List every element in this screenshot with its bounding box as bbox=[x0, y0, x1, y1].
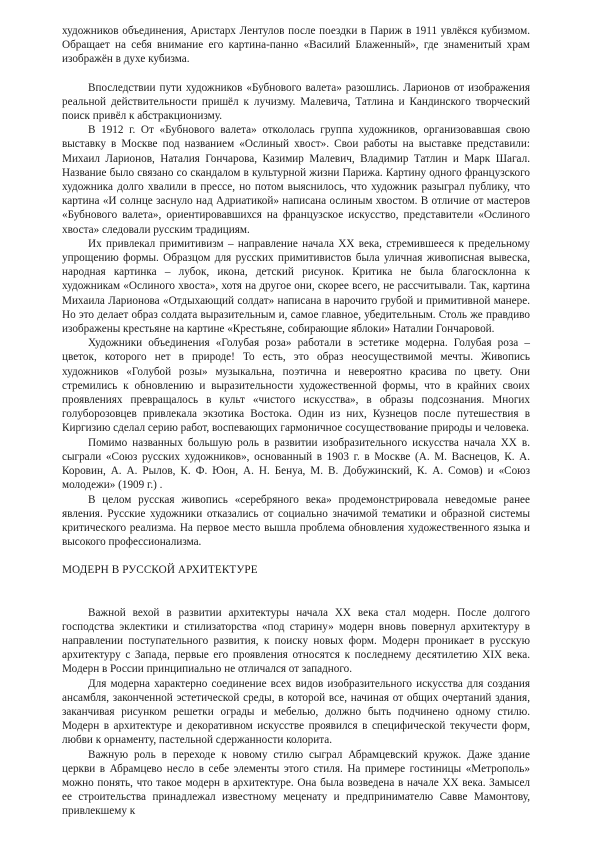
paragraph-abramtsevo: Важную роль в переходе к новому стилю сыграл Абрамцевский кружок. Даже здание церкви в Абрамцево несло в себе элементы этого стиля. На примере гостиницы «Метрополь» можно понять, что такое модерн в архитектуре. Она была возведена в начале XX века. Замысел ее строительства принадлежал известному меценату и предпринимателю Савве Мамонтову, привлекшему к bbox=[62, 748, 530, 818]
paragraph-oslinyi-khvost: В 1912 г. От «Бубнового валета» откололась группа художников, организовавшая свою выставку в Москве под названием «Ослиный хвост». Свои работы на выставке представили: Михаил Ларионов, Наталия Гончарова, Казимир Малевич, Владимир Татлин и Марк Шагал. Название было связано со скандалом в культурной жизни Парижа. Картину одного французского художника долго хвалили в прессе, но потом выяснилось, что художник разыграл публику, что картина «И солнце заснуло над Адриатикой» написана ослиным хвостом. В отличие от мастеров «Бубнового валета», ориентировавшихся на французское искусство, представители «Ослиного хвоста» следовали русским традициям. bbox=[62, 124, 530, 236]
heading-spacer-top bbox=[62, 549, 530, 563]
paragraph-serebryany-vek: В целом русская живопись «серебряного века» продемонстрировала неведомые ранее явления. Русские художники отказались от социально значимой тематики и образной системы критического реализма. На первое место вышла проблема обновления художественного языка и высокого профессионализма. bbox=[62, 493, 530, 549]
paragraph-bubnovy-valet-split: Впоследствии пути художников «Бубнового валета» разошлись. Ларионов от изображения реальной действительности пришёл к лучизму. Малевича, Татлина и Кандинского творческий поиск привёл к абстракционизму. bbox=[62, 81, 530, 123]
paragraph-modern-intro: Важной вехой в развитии архитектуры начала XX века стал модерн. После долгого господства эклектики и стилизаторства «под старину» модерн вновь повернул архитектуру в направлении поступательного развития, к поиску новых форм. Модерн проникает в русскую архитектуру с Запада, первые его проявления относятся к последнему десятилетию XIX века. Модерн в России принципиально не отличался от западного. bbox=[62, 606, 530, 676]
paragraph-golubaya-roza: Художники объединения «Голубая роза» работали в эстетике модерна. Голубая роза – цветок, которого нет в природе! То есть, это образ неосуществимой мечты. Живопись художников «Голубой розы» музыкальна, поэтична и невероятно красива по цвету. Они стремились к обновлению и выразительности художественной формы, что в крайних своих проявлениях превращалось в культ «чистого искусства», в образы подсознания. Многих голуборозовцев привлекала экзотика Востока. Один из них, Кузнецов после путешествия в Киргизию сделал серию работ, воспевающих гармоничное сосуществование природы и человека. bbox=[62, 337, 530, 435]
document-body bbox=[62, 24, 530, 819]
paragraph-soyuz-khudozhnikov: Помимо названных большую роль в развитии изобразительного искусства начала XX в. сыграли «Союз русских художников», основанный в 1903 г. в Москве (А. М. Васнецов, К. А. Коровин, А. А. Рылов, К. Ф. Юон, А. Н. Бенуа, М. В. Добужинский, К. А. Сомов) и «Союз молодежи» (1909 г.) . bbox=[62, 436, 530, 492]
paragraph-primitivism: Их привлекал примитивизм – направление начала XX века, стремившееся к предельному упрощению формы. Образцом для русских примитивистов была уличная живописная вывеска, народная картинка – лубок, икона, детский рисунок. Критика не была благосклонна к художникам «Ослиного хвоста», хотя на другое они, скорее всего, не рассчитывали. Так, картина Михаила Ларионова «Отдыхающий солдат» написана в нарочито грубой и примитивной манере. Но это делает образ солдата выразительным и, самое главное, убедительным. Столь же правдиво изображены крестьяне на картине «Крестьяне, собирающие яблоки» Наталии Гончаровой. bbox=[62, 237, 530, 336]
heading-spacer-bottom bbox=[62, 578, 530, 606]
paragraph-lentulov: художников объединения, Аристарх Лентулов после поездки в Париж в 1911 увлёкся кубизмом. Обращает на себя внимание его картина-панно «Василий Блаженный», где знаменитый храм изображён в духе кубизма. bbox=[62, 25, 530, 66]
paragraph-modern-ensemble: Для модерна характерно соединение всех видов изобразительного искусства для создания ансамбля, законченной эстетической среды, в которой все, начиная от общих очертаний здания, заканчивая рисунком решетки ограды и мебелью, должно быть подчинено одному стилю. Модерн в архитектуре и декоративном искусстве проявился в специфической текучести форм, любви к орнаменту, пастельной сдержанности колорита. bbox=[62, 677, 530, 747]
section-heading: МОДЕРН В РУССКОЙ АРХИТЕКТУРЕ bbox=[62, 564, 258, 577]
paragraph-spacer bbox=[62, 67, 530, 81]
